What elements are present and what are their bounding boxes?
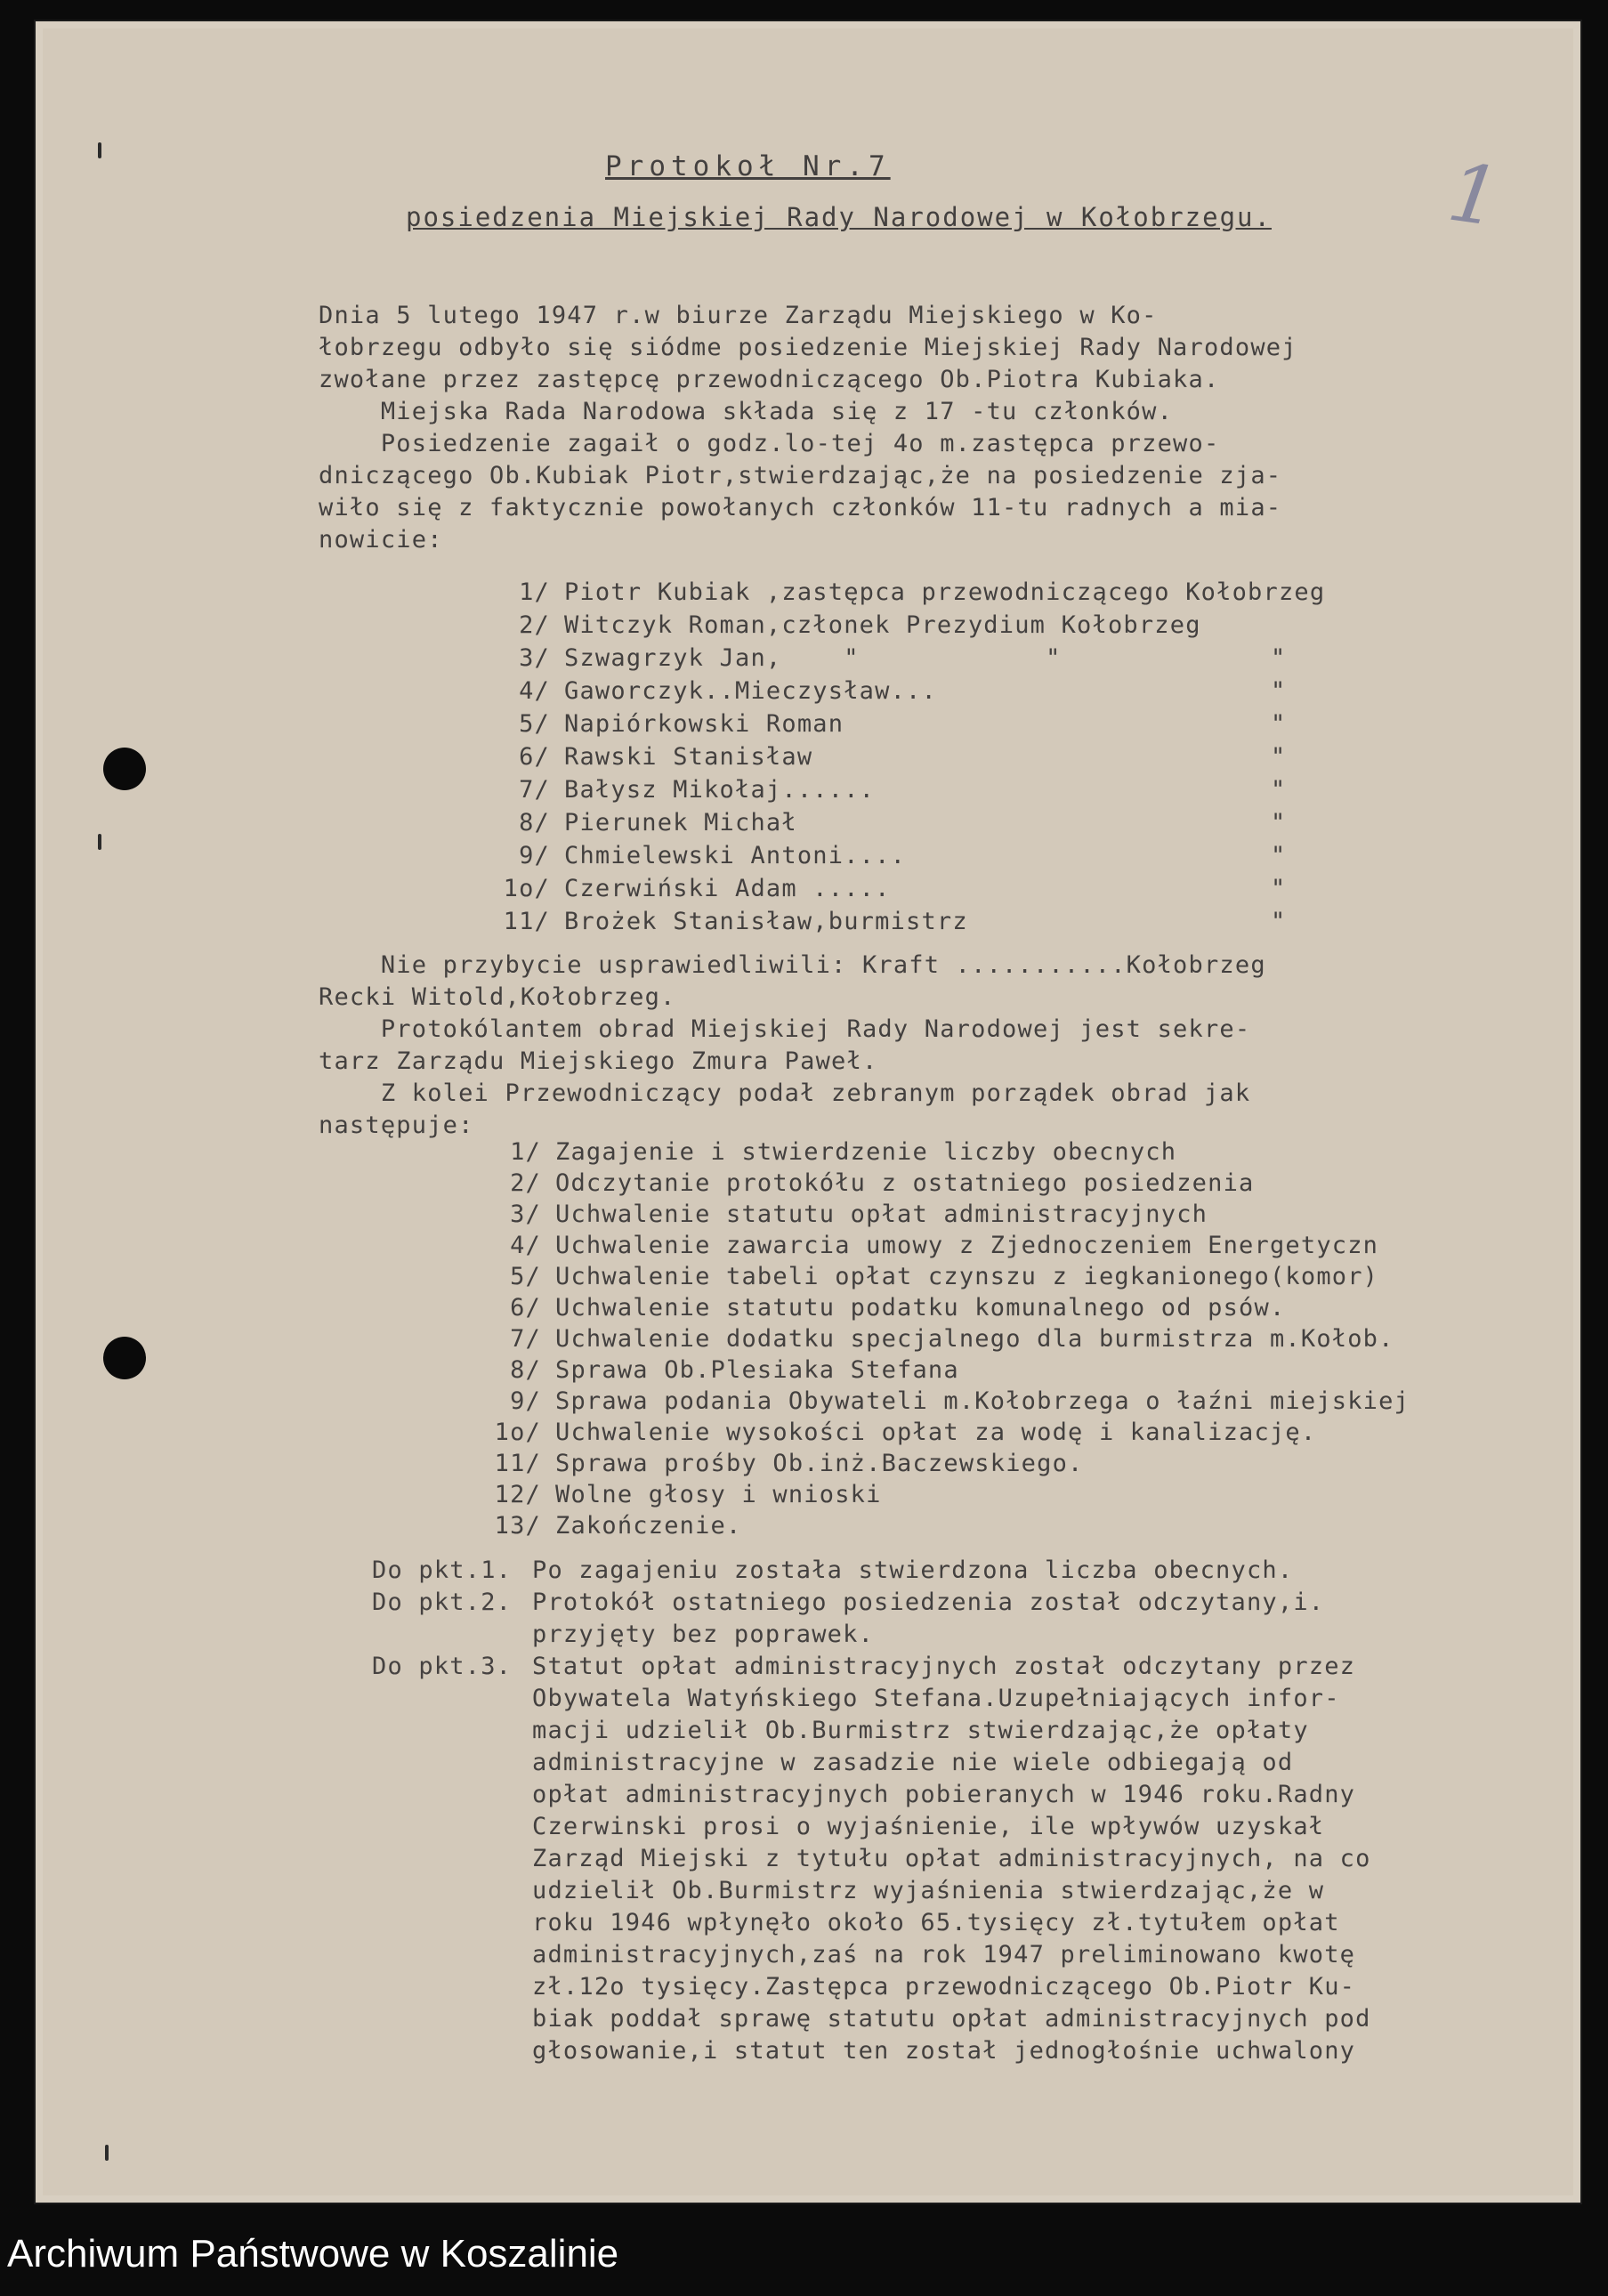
member-number: 8/ bbox=[519, 809, 550, 837]
agenda-item bbox=[470, 1261, 1410, 1292]
member-row bbox=[479, 773, 1325, 806]
member-name: Witczyk Roman,członek Prezydium Kołobrzeg bbox=[564, 611, 1201, 639]
member-name: Chmielewski Antoni.... bbox=[564, 842, 907, 869]
member-number: 2/ bbox=[519, 611, 550, 639]
intro-paragraph bbox=[319, 300, 1555, 556]
agenda-number: 2/ bbox=[510, 1169, 541, 1197]
point-label: Do pkt.1. bbox=[372, 1556, 513, 1584]
points-section bbox=[372, 1555, 1547, 2067]
member-row bbox=[479, 576, 1325, 609]
text-line: dniczącego Ob.Kubiak Piotr,stwierdzając,że na posiedzenie zja- bbox=[319, 462, 1282, 489]
ditto-mark: " bbox=[1271, 908, 1287, 935]
text-line: tarz Zarządu Miejskiego Zmura Paweł. bbox=[319, 1047, 878, 1075]
point-entry bbox=[372, 1587, 1547, 1651]
text-line: administracyjnych,zaś na rok 1947 preliminowano kwotę bbox=[532, 1941, 1356, 1969]
agenda-list bbox=[470, 1136, 1410, 1541]
text-line: Po zagajeniu została stwierdzona liczba obecnych. bbox=[532, 1556, 1294, 1584]
ditto-mark: " bbox=[1271, 875, 1287, 902]
agenda-text: Uchwalenie wysokości opłat za wodę i kanalizację. bbox=[555, 1419, 1317, 1446]
margin-mark bbox=[98, 834, 101, 850]
agenda-number: 12/ bbox=[494, 1481, 541, 1508]
member-number: 7/ bbox=[519, 776, 550, 804]
text-line: Nie przybycie usprawiedliwili: Kraft ...........Kołobrzeg bbox=[319, 951, 1266, 979]
text-line: głosowanie,i statut ten został jednogłośnie uchwalony bbox=[532, 2037, 1356, 2065]
agenda-number: 5/ bbox=[510, 1263, 541, 1290]
text-line: Statut opłat administracyjnych został odczytany przez bbox=[532, 1653, 1356, 1680]
text-line: przyjęty bez poprawek. bbox=[532, 1621, 875, 1648]
member-row bbox=[479, 707, 1325, 740]
agenda-number: 8/ bbox=[510, 1356, 541, 1384]
document-page bbox=[43, 28, 1573, 2195]
text-line: wiło się z faktycznie powołanych członków 11-tu radnych a mia- bbox=[319, 494, 1282, 521]
text-line: opłat administracyjnych pobieranych w 1946 roku.Radny bbox=[532, 1781, 1356, 1808]
agenda-text: Uchwalenie statutu opłat administracyjnych bbox=[555, 1201, 1208, 1228]
punch-hole bbox=[103, 1337, 146, 1379]
agenda-number: 3/ bbox=[510, 1201, 541, 1228]
text-line: Protokół ostatniego posiedzenia został odczytany,i. bbox=[532, 1589, 1325, 1616]
member-row bbox=[479, 609, 1325, 642]
agenda-item bbox=[470, 1136, 1410, 1168]
member-number: 1o/ bbox=[503, 875, 550, 902]
members-list bbox=[479, 576, 1325, 938]
member-name: Brożek Stanisław,burmistrz bbox=[564, 908, 968, 935]
document-subtitle: posiedzenia Miejskiej Rady Narodowej w Kołobrzegu. bbox=[406, 202, 1272, 232]
agenda-text: Uchwalenie tabeli opłat czynszu z iegkanionego(komor) bbox=[555, 1263, 1379, 1290]
agenda-number: 1o/ bbox=[494, 1419, 541, 1446]
margin-mark bbox=[98, 142, 101, 158]
agenda-number: 9/ bbox=[510, 1387, 541, 1415]
agenda-number: 13/ bbox=[494, 1512, 541, 1540]
member-row bbox=[479, 642, 1325, 675]
member-number: 9/ bbox=[519, 842, 550, 869]
agenda-item bbox=[470, 1199, 1410, 1230]
member-number: 5/ bbox=[519, 710, 550, 738]
ditto-mark: " bbox=[1271, 743, 1287, 771]
agenda-text: Sprawa Ob.Plesiaka Stefana bbox=[555, 1356, 959, 1384]
point-text bbox=[532, 1587, 1547, 1651]
middle-paragraph bbox=[319, 950, 1555, 1142]
ditto-mark: " bbox=[1271, 677, 1287, 705]
text-line: administracyjne w zasadzie nie wiele odbiegają od bbox=[532, 1749, 1294, 1776]
text-line: Dnia 5 lutego 1947 r.w biurze Zarządu Miejskiego w Ko- bbox=[319, 302, 1158, 329]
agenda-item bbox=[470, 1448, 1410, 1479]
text-line: Miejska Rada Narodowa składa się z 17 -tu członków. bbox=[319, 398, 1174, 425]
member-row bbox=[479, 806, 1325, 839]
member-name: Piotr Kubiak ,zastępca przewodniczącego Kołobrzeg bbox=[564, 578, 1326, 606]
agenda-text: Zakończenie. bbox=[555, 1512, 742, 1540]
member-number: 6/ bbox=[519, 743, 550, 771]
point-entry bbox=[372, 1555, 1547, 1587]
member-row bbox=[479, 905, 1325, 938]
agenda-text: Zagajenie i stwierdzenie liczby obecnych bbox=[555, 1138, 1177, 1166]
text-line: Posiedzenie zagaił o godz.lo-tej 4o m.zastępca przewo- bbox=[319, 430, 1220, 457]
agenda-number: 7/ bbox=[510, 1325, 541, 1353]
agenda-item bbox=[470, 1323, 1410, 1354]
agenda-text: Sprawa podania Obywateli m.Kołobrzega o łaźni miejskiej bbox=[555, 1387, 1410, 1415]
member-row bbox=[479, 872, 1325, 905]
member-row bbox=[479, 740, 1325, 773]
document-title: Protokoł Nr.7 bbox=[605, 150, 891, 182]
text-line: Protokólantem obrad Miejskiej Rady Narodowej jest sekre- bbox=[319, 1015, 1251, 1043]
agenda-text: Wolne głosy i wnioski bbox=[555, 1481, 882, 1508]
agenda-text: Sprawa prośby Ob.inż.Baczewskiego. bbox=[555, 1450, 1084, 1477]
agenda-item bbox=[470, 1479, 1410, 1510]
text-line: roku 1946 wpłynęło około 65.tysięcy zł.tytułem opłat bbox=[532, 1909, 1340, 1936]
text-line: Recki Witold,Kołobrzeg. bbox=[319, 983, 676, 1011]
text-line: łobrzegu odbyło się siódme posiedzenie Miejskiej Rady Narodowej bbox=[319, 334, 1297, 361]
page-number: 1 bbox=[1442, 145, 1507, 246]
agenda-item bbox=[470, 1386, 1410, 1417]
member-number: 3/ bbox=[519, 644, 550, 672]
agenda-item bbox=[470, 1417, 1410, 1448]
text-line: zwołane przez zastępcę przewodniczącego Ob.Piotra Kubiaka. bbox=[319, 366, 1220, 393]
point-text bbox=[532, 1651, 1547, 2067]
member-row bbox=[479, 839, 1325, 872]
member-name: Czerwiński Adam ..... bbox=[564, 875, 891, 902]
member-number: 4/ bbox=[519, 677, 550, 705]
text-line: Z kolei Przewodniczący podał zebranym porządek obrad jak bbox=[319, 1079, 1251, 1107]
member-row bbox=[479, 675, 1325, 707]
text-line: nowicie: bbox=[319, 526, 443, 554]
agenda-number: 1/ bbox=[510, 1138, 541, 1166]
member-name: Bałysz Mikołaj...... bbox=[564, 776, 876, 804]
margin-mark bbox=[105, 2145, 109, 2161]
text-line: biak poddał sprawę statutu opłat administracyjnych pod bbox=[532, 2005, 1371, 2033]
point-label: Do pkt.3. bbox=[372, 1653, 513, 1680]
member-name: Pierunek Michał bbox=[564, 809, 797, 837]
member-number: 1/ bbox=[519, 578, 550, 606]
text-line: następuje: bbox=[319, 1112, 474, 1139]
punch-hole bbox=[103, 748, 146, 790]
ditto-mark: " bbox=[1271, 809, 1287, 837]
agenda-item bbox=[470, 1292, 1410, 1323]
agenda-item bbox=[470, 1168, 1410, 1199]
agenda-item bbox=[470, 1354, 1410, 1386]
agenda-number: 6/ bbox=[510, 1294, 541, 1322]
document-frame bbox=[34, 20, 1582, 2204]
agenda-number: 11/ bbox=[494, 1450, 541, 1477]
ditto-mark: " bbox=[1271, 776, 1287, 804]
ditto-mark: " bbox=[1271, 710, 1287, 738]
member-name: Szwagrzyk Jan, " " bbox=[564, 644, 1062, 672]
agenda-item bbox=[470, 1510, 1410, 1541]
member-name: Napiórkowski Roman bbox=[564, 710, 844, 738]
text-line: Czerwinski prosi o wyjaśnienie, ile wpływów uzyskał bbox=[532, 1813, 1325, 1840]
text-line: zł.12o tysięcy.Zastępca przewodniczącego Ob.Piotr Ku- bbox=[532, 1973, 1356, 2001]
text-line: udzielił Ob.Burmistrz wyjaśnienia stwierdzając,że w bbox=[532, 1877, 1325, 1904]
agenda-number: 4/ bbox=[510, 1232, 541, 1259]
member-name: Rawski Stanisław bbox=[564, 743, 813, 771]
member-name: Gaworczyk..Mieczysław... bbox=[564, 677, 937, 705]
ditto-mark: " bbox=[1271, 644, 1287, 672]
point-text bbox=[532, 1555, 1547, 1587]
text-line: macji udzielił Ob.Burmistrz stwierdzając,że opłaty bbox=[532, 1717, 1309, 1744]
agenda-item bbox=[470, 1230, 1410, 1261]
agenda-text: Uchwalenie dodatku specjalnego dla burmistrza m.Kołob. bbox=[555, 1325, 1394, 1353]
point-entry bbox=[372, 1651, 1547, 2067]
text-line: Zarząd Miejski z tytułu opłat administracyjnych, na co bbox=[532, 1845, 1371, 1872]
ditto-mark: " bbox=[1271, 842, 1287, 869]
agenda-text: Odczytanie protokółu z ostatniego posiedzenia bbox=[555, 1169, 1255, 1197]
agenda-text: Uchwalenie statutu podatku komunalnego od psów. bbox=[555, 1294, 1286, 1322]
member-number: 11/ bbox=[503, 908, 550, 935]
text-line: Obywatela Watyńskiego Stefana.Uzupełniających infor- bbox=[532, 1685, 1340, 1712]
archive-footer-label: Archiwum Państwowe w Koszalinie bbox=[7, 2232, 619, 2276]
agenda-text: Uchwalenie zawarcia umowy z Zjednoczeniem Energetyczn bbox=[555, 1232, 1379, 1259]
point-label: Do pkt.2. bbox=[372, 1589, 513, 1616]
